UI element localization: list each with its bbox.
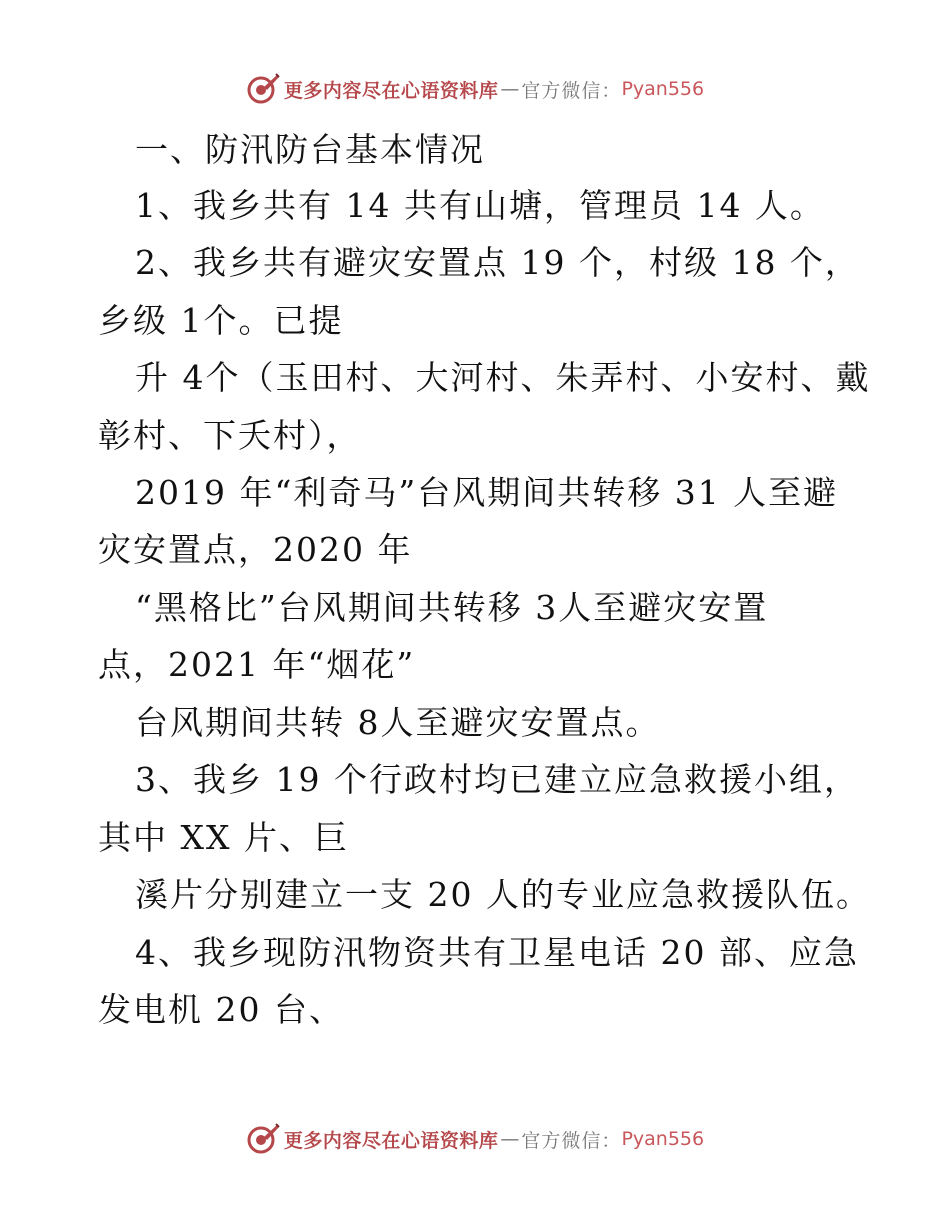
paragraph-line: 2019 年“利奇马”台风期间共转移 31 人至避 — [135, 473, 839, 512]
watermark-wechat-id: Pyan556 — [621, 78, 705, 100]
pen-logo-icon — [246, 72, 280, 106]
section-heading: 一、防汛防台基本情况 — [135, 130, 485, 169]
watermark-wechat-id: Pyan556 — [621, 1128, 705, 1150]
paragraph-line: 点，2021 年“烟花” — [98, 645, 416, 684]
paragraph-line: “黑格比”台风期间共转移 3人至避灾安置 — [135, 588, 769, 627]
paragraph-line: 乡级 1个。已提 — [98, 301, 344, 340]
paragraph-line: 3、我乡 19 个行政村均已建立应急救援小组， — [135, 760, 859, 799]
footer-watermark — [0, 1122, 950, 1156]
paragraph-line: 升 4个（玉田村、大河村、朱弄村、小安村、戴 — [135, 358, 871, 397]
paragraph-line: 发电机 20 台、 — [98, 990, 344, 1029]
watermark-label: 官方微信： — [521, 1129, 622, 1152]
paragraph-line: 1、我乡共有 14 共有山塘，管理员 14 人。 — [135, 186, 825, 225]
header-watermark — [0, 72, 950, 106]
watermark-separator: — — [500, 1128, 520, 1150]
paragraph-line: 台风期间共转 8人至避灾安置点。 — [135, 703, 661, 742]
watermark-main-text: 更多内容尽在心语资料库 — [283, 79, 499, 102]
paragraph-line: 彰村、下夭村）， — [98, 416, 362, 455]
watermark-separator: — — [500, 78, 520, 100]
paragraph-line: 4、我乡现防汛物资共有卫星电话 20 部、应急 — [135, 933, 859, 972]
pen-logo-icon — [246, 1122, 280, 1156]
paragraph-line: 其中 XX 片、巨 — [98, 818, 349, 857]
paragraph-line: 溪片分别建立一支 20 人的专业应急救援队伍。 — [135, 875, 871, 914]
watermark-main-text: 更多内容尽在心语资料库 — [283, 1129, 499, 1152]
paragraph-line: 灾安置点，2020 年 — [98, 530, 413, 569]
watermark-label: 官方微信： — [521, 79, 622, 102]
paragraph-line: 2、我乡共有避灾安置点 19 个，村级 18 个， — [135, 243, 860, 282]
